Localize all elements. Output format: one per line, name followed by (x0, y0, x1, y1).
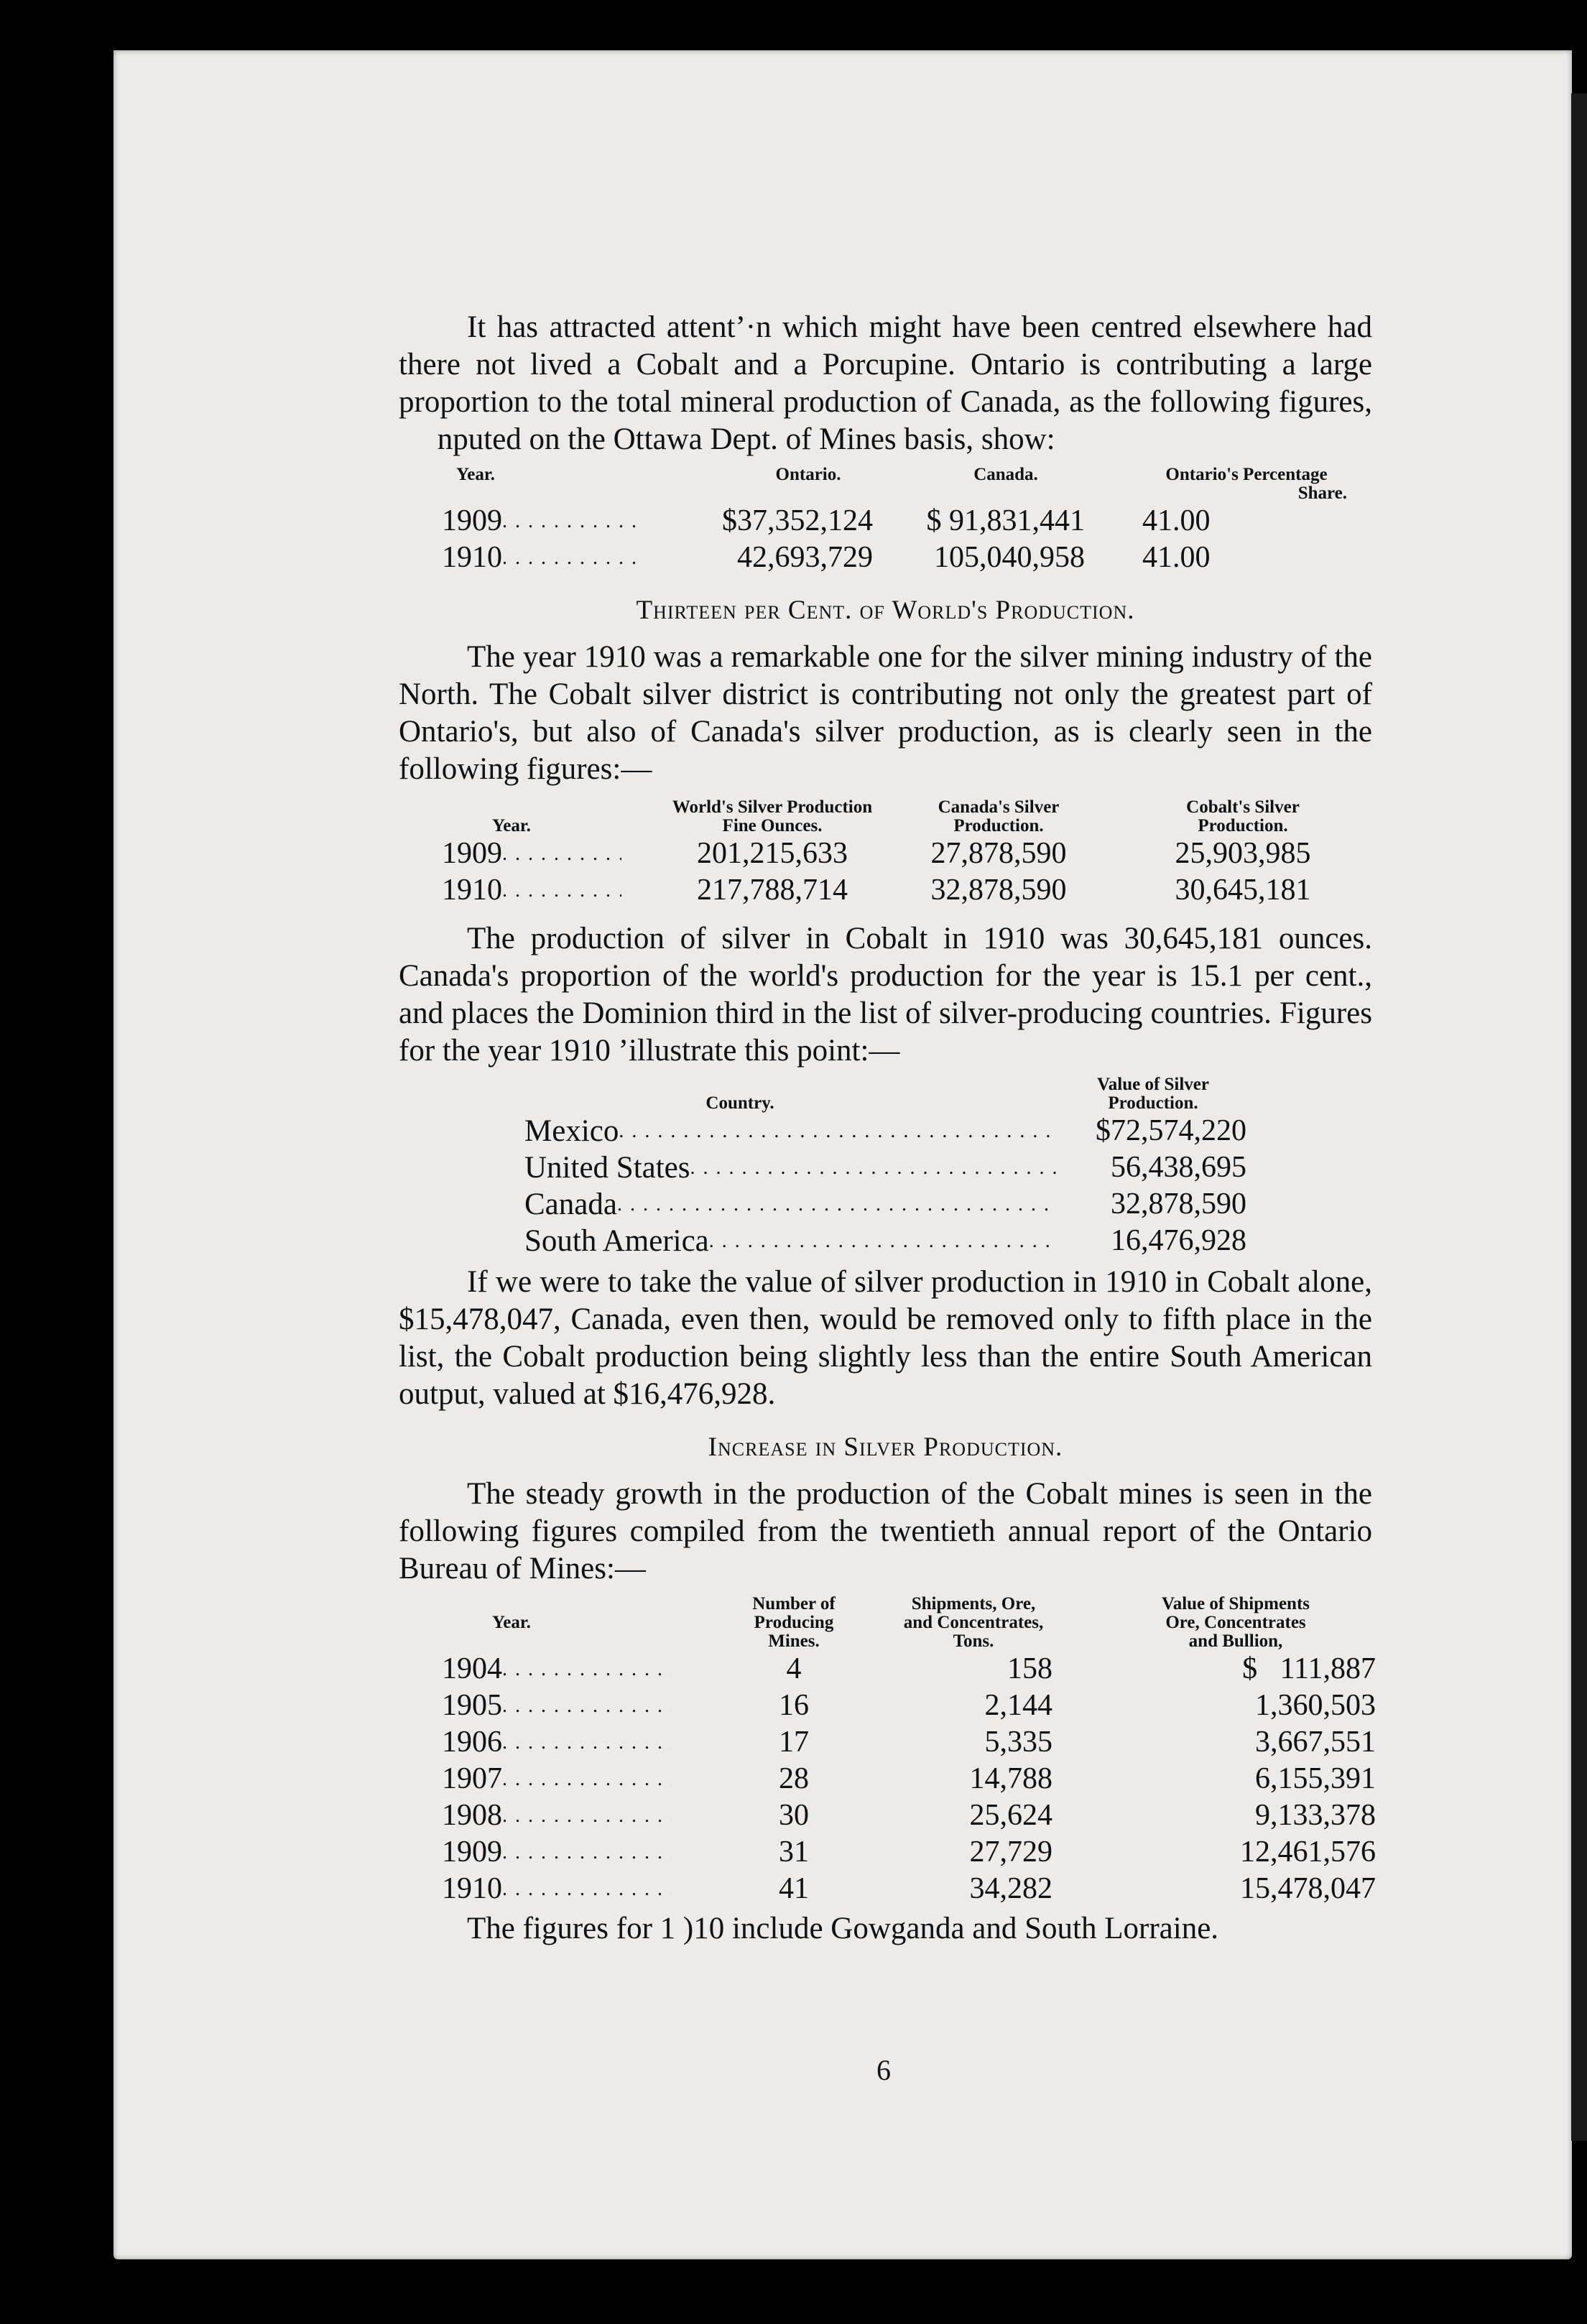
row-tons: 158 (1007, 1652, 1052, 1685)
row-tons: 27,729 (969, 1835, 1052, 1869)
row-year: 1909 . . . (442, 835, 621, 872)
paragraph-intro: It has attracted attent’·n which might have been centred elsewhere had there not lived a Cobalt and a Porcupine. Ontario is contributing a large proportion to the total mineral production of Canada, as the following figures, nputed on the Ottawa Dept. of Mines basis, show: (399, 310, 1372, 456)
table-row (492, 1724, 1390, 1761)
row-value: 9,133,378 (1255, 1799, 1376, 1832)
paragraph-silver-year: The year 1910 was a remarkable one for the silver mining industry of the North. The Cobalt silver district is contributing not only the greatest part of Ontario's, but also of Canada's silver production, as is clearly seen in the following figures:— (399, 640, 1372, 786)
table-row (456, 540, 1390, 576)
row-cobalt: 25,903,985 (1175, 837, 1311, 870)
table-row (492, 1688, 1390, 1724)
row-mines: 30 (779, 1799, 809, 1832)
row-canada: 27,878,590 (930, 837, 1067, 870)
row-country: South America . . . (524, 1223, 1056, 1259)
row-value: 16,476,928 (1111, 1224, 1246, 1257)
mines-header-line1: Number of (752, 1594, 836, 1614)
ship-header-line3: Tons. (953, 1631, 994, 1651)
value-header-line2: Production. (1108, 1093, 1198, 1113)
cobalt-header-line2: Production. (1198, 816, 1288, 835)
col-share-header (1103, 466, 1390, 503)
row-cobalt: 30,645,181 (1175, 874, 1311, 907)
table-row (492, 835, 1390, 872)
table-silver-production (442, 797, 1390, 909)
row-value: 56,438,695 (1111, 1151, 1246, 1184)
share-header-line1: Ontario's Percentage (1165, 465, 1328, 484)
table-row (524, 1186, 1250, 1223)
row-tons: 2,144 (984, 1689, 1052, 1722)
row-tons: 25,624 (969, 1799, 1052, 1832)
row-value: 3,667,551 (1255, 1726, 1376, 1759)
row-mines: 31 (779, 1835, 809, 1869)
col-year-header: Year. (492, 1613, 531, 1632)
paragraph-steady-growth: The steady growth in the production of the Cobalt mines is seen in the following figures compiled from the twentieth annual report of the Ontario Bureau of Mines:— (399, 1477, 1372, 1585)
section-heading-increase: Increase in Silver Production. (708, 1432, 1063, 1462)
col-year-header: Year. (492, 816, 531, 835)
row-canada: 105,040,958 (934, 541, 1085, 574)
row-year: 1905 . . . (442, 1688, 672, 1724)
row-canada: 32,878,590 (930, 874, 1067, 907)
ship-header-line1: Shipments, Ore, (911, 1594, 1036, 1614)
table-row (492, 1871, 1390, 1907)
value-header-line1: Value of Silver (1096, 1075, 1210, 1094)
row-world: 217,788,714 (697, 874, 848, 907)
row-tons: 5,335 (984, 1726, 1052, 1759)
world-header-line2: Fine Ounces. (722, 816, 823, 835)
table-row (492, 1797, 1390, 1834)
row-year: 1910 . . . (442, 540, 636, 576)
row-value: 1,360,503 (1255, 1689, 1376, 1722)
col-canada-header: Canada. (973, 465, 1038, 484)
world-header-line1: World's Silver Production (672, 797, 873, 817)
row-value: 6,155,391 (1255, 1762, 1376, 1795)
table-ontario-canada (442, 465, 1390, 576)
col-value-header (1056, 1075, 1250, 1113)
table-row (492, 1834, 1390, 1871)
col-year-header: Year. (456, 465, 495, 484)
row-mines: 28 (779, 1762, 809, 1795)
row-share: 41.00 (1142, 504, 1211, 537)
table-row (492, 1651, 1390, 1688)
row-canada: $ 91,831,441 (926, 504, 1085, 537)
row-tons: 14,788 (969, 1762, 1052, 1795)
col-canada-header (902, 798, 1096, 835)
ship-header-line2: and Concentrates, (903, 1613, 1044, 1632)
canada-header-line1: Canada's Silver (938, 797, 1060, 817)
table-cobalt-mines (442, 1594, 1390, 1907)
col-cobalt-header (1096, 798, 1390, 835)
row-year: 1906 . . . (442, 1724, 672, 1761)
row-country: Mexico . . . (524, 1113, 1056, 1149)
table-row (492, 872, 1390, 909)
table-row (524, 1149, 1250, 1186)
row-value: $ 111,887 (1242, 1652, 1376, 1685)
row-year: 1909 . . . (442, 503, 636, 540)
row-tons: 34,282 (969, 1872, 1052, 1905)
row-value: 15,478,047 (1240, 1872, 1376, 1905)
row-world: 201,215,633 (697, 837, 848, 870)
page-number: 6 (876, 2054, 891, 2086)
paragraph-figures-note: The figures for 1 )10 include Gowganda and South Lorraine. (467, 1912, 1219, 1945)
cobalt-header-line1: Cobalt's Silver (1186, 797, 1300, 817)
table-row (524, 1113, 1250, 1149)
row-year: 1910 . . . (442, 1871, 672, 1907)
row-year: 1909 . . . (442, 1834, 672, 1871)
row-ontario: $37,352,124 (722, 504, 873, 537)
section-heading-world-production: Thirteen per Cent. of World's Production. (636, 596, 1135, 625)
row-value: 32,878,590 (1111, 1188, 1246, 1221)
col-mines-header (722, 1595, 866, 1651)
canada-header-line2: Production. (953, 816, 1044, 835)
val-header-line2: Ore, Concentrates (1165, 1613, 1306, 1632)
row-mines: 4 (786, 1652, 802, 1685)
val-header-line1: Value of Shipments (1161, 1594, 1310, 1614)
paragraph-fifth-place: If we were to take the value of silver production in 1910 in Cobalt alone, $15,478,047, Canada, even then, would be removed only to fifth place in the list, the Cobalt production being slightly less than the entire South American output, valued at $16,476,928. (399, 1265, 1372, 1411)
table-countries (524, 1075, 1250, 1259)
col-ontario-header: Ontario. (775, 465, 841, 484)
row-share: 41.00 (1142, 541, 1211, 574)
mines-header-line3: Mines. (768, 1631, 820, 1651)
table-row (524, 1223, 1250, 1259)
row-year: 1904 . . . (442, 1651, 672, 1688)
row-country: United States . . . (524, 1149, 1056, 1186)
row-year: 1910 . . . (442, 872, 621, 909)
row-year: 1908 . . . (442, 1797, 672, 1834)
scan-border (1571, 93, 1587, 2141)
table-row (492, 1761, 1390, 1797)
row-mines: 41 (779, 1872, 809, 1905)
row-ontario: 42,693,729 (737, 541, 873, 574)
col-value-header (1081, 1595, 1390, 1651)
col-world-header (643, 798, 902, 835)
col-country-header: Country. (705, 1093, 774, 1113)
row-value: $72,574,220 (1096, 1114, 1246, 1147)
mines-header-line2: Producing (754, 1613, 834, 1632)
row-mines: 16 (779, 1689, 809, 1722)
paragraph-cobalt-production: The production of silver in Cobalt in 1910 was 30,645,181 ounces. Canada's proportion of the world's production for the year is 15.1 per cent., and places the Dominion third in the list of silver-producing countries. Figures for the year 1910 ’illustrate this point:— (399, 922, 1372, 1068)
row-country: Canada . . . (524, 1186, 1056, 1223)
row-value: 12,461,576 (1240, 1835, 1376, 1869)
row-year: 1907 . . . (442, 1761, 672, 1797)
col-shipments-header (866, 1595, 1081, 1651)
table-row (456, 503, 1390, 540)
val-header-line3: and Bullion, (1188, 1631, 1283, 1651)
page-content (399, 309, 1376, 1948)
share-header-line2: Share. (1297, 483, 1347, 503)
row-mines: 17 (779, 1726, 809, 1759)
